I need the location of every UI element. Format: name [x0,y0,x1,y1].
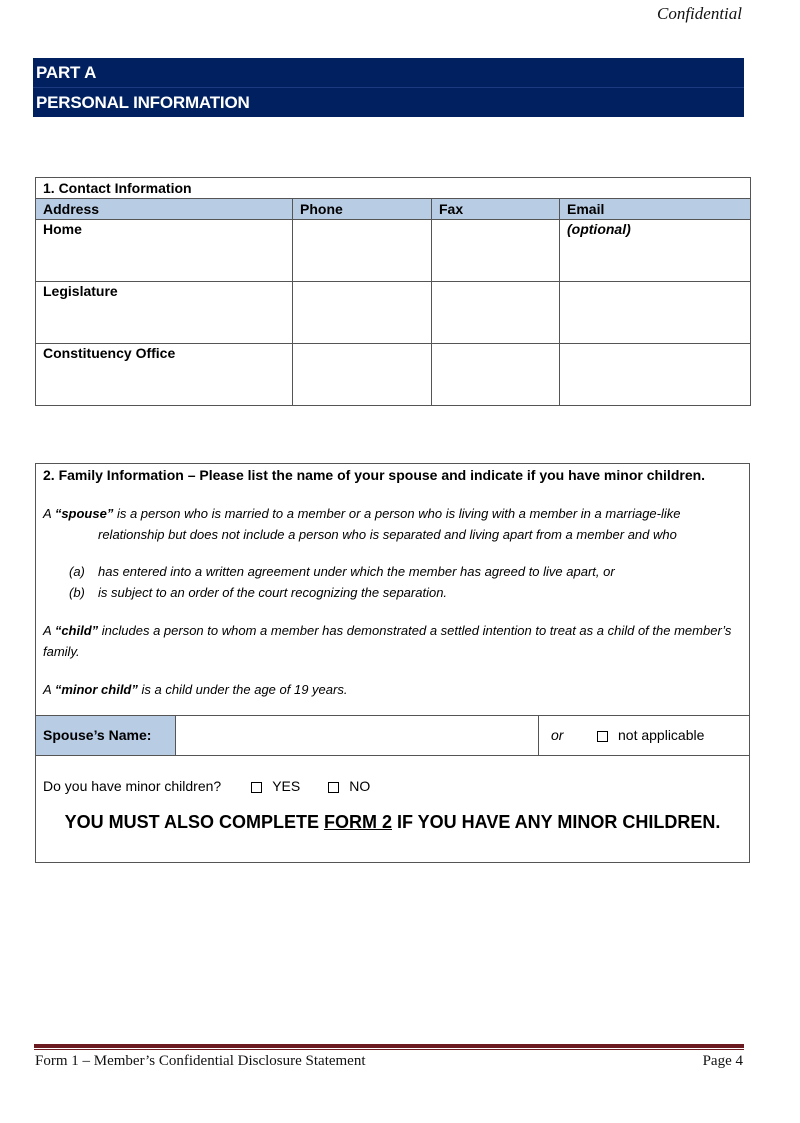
phone-constituency-field[interactable] [293,344,432,406]
form-2-reference: FORM 2 [323,812,392,832]
not-applicable-option [539,716,749,755]
phone-legislature-field[interactable] [293,282,432,344]
minor-child-definition [43,679,742,700]
condition-b-text: is subject to an order of the court recognizing the separation. [98,585,448,600]
page-number: Page 4 [702,1053,743,1069]
table-row [36,282,751,344]
email-constituency-field[interactable] [560,344,751,406]
not-applicable-checkbox[interactable] [597,731,608,742]
yes-label: YES [272,778,301,794]
minor-child-def-prefix: A [43,682,55,697]
address-legislature[interactable]: Legislature [36,282,293,344]
table-row [36,220,751,282]
family-section-title: 2. Family Information – Please list the name of your spouse and indicate if you have minor children. [43,467,706,483]
email-legislature-field[interactable] [560,282,751,344]
column-header-fax: Fax [432,199,560,220]
spouse-name-label: Spouse’s Name: [36,716,176,755]
minor-child-term: “minor child” [54,682,138,697]
footer-form-title: Form 1 – Member’s Confidential Disclosure Statement [35,1053,366,1069]
condition-a-label: (a) [69,564,85,579]
child-def-prefix: A [43,623,55,638]
fax-constituency-field[interactable] [432,344,560,406]
table-row [36,344,751,406]
no-label: NO [349,778,371,794]
confidential-label: Confidential [657,4,742,23]
family-information-section [35,463,750,863]
part-banner [33,58,744,117]
minor-children-section [36,755,749,862]
contact-table-title: 1. Contact Information [36,178,751,199]
condition-a [43,561,742,582]
minor-child-def-text: is a child under the age of 19 years. [137,682,348,697]
spouse-name-row [36,715,749,755]
spouse-def-prefix: A [43,506,55,521]
minor-children-question: Do you have minor children? [43,778,222,794]
spouse-def-line1: is a person who is married to a member or a person who is living with a member in a marriage-like [113,506,681,521]
address-constituency-office[interactable]: Constituency Office [36,344,293,406]
contact-information-table [35,177,751,406]
phone-home-field[interactable] [293,220,432,282]
footer-divider [34,1044,744,1050]
page-footer [35,1053,743,1070]
fax-home-field[interactable] [432,220,560,282]
email-home-field[interactable]: (optional) [560,220,751,282]
or-label: or [551,727,564,743]
spouse-term: “spouse” [54,506,114,521]
column-header-address: Address [36,199,293,220]
condition-b-label: (b) [69,585,85,600]
child-def-text: includes a person to whom a member has demonstrated a settled intention to treat as a child of the member’s family. [43,623,732,659]
spouse-definition [43,503,742,524]
minor-children-question-row [36,756,749,794]
column-header-phone: Phone [293,199,432,220]
yes-checkbox[interactable] [251,782,262,793]
fax-legislature-field[interactable] [432,282,560,344]
not-applicable-label: not applicable [618,727,705,743]
form-2-notice [36,812,749,833]
notice-text-before: YOU MUST ALSO COMPLETE [64,812,324,832]
child-definition [43,620,742,662]
spouse-def-line2: relationship but does not include a person who is separated and living apart from a member and who [98,527,677,542]
part-label: PART A [36,63,97,82]
condition-b [43,582,742,603]
no-checkbox[interactable] [328,782,339,793]
condition-a-text: has entered into a written agreement under which the member has agreed to live apart, or [98,564,615,579]
address-home[interactable]: Home [36,220,293,282]
child-term: “child” [54,623,99,638]
spouse-name-field[interactable] [176,716,539,755]
definitions [36,489,749,700]
notice-text-after: IF YOU HAVE ANY MINOR CHILDREN. [392,812,721,832]
section-title: PERSONAL INFORMATION [33,87,744,117]
column-header-email: Email [560,199,751,220]
